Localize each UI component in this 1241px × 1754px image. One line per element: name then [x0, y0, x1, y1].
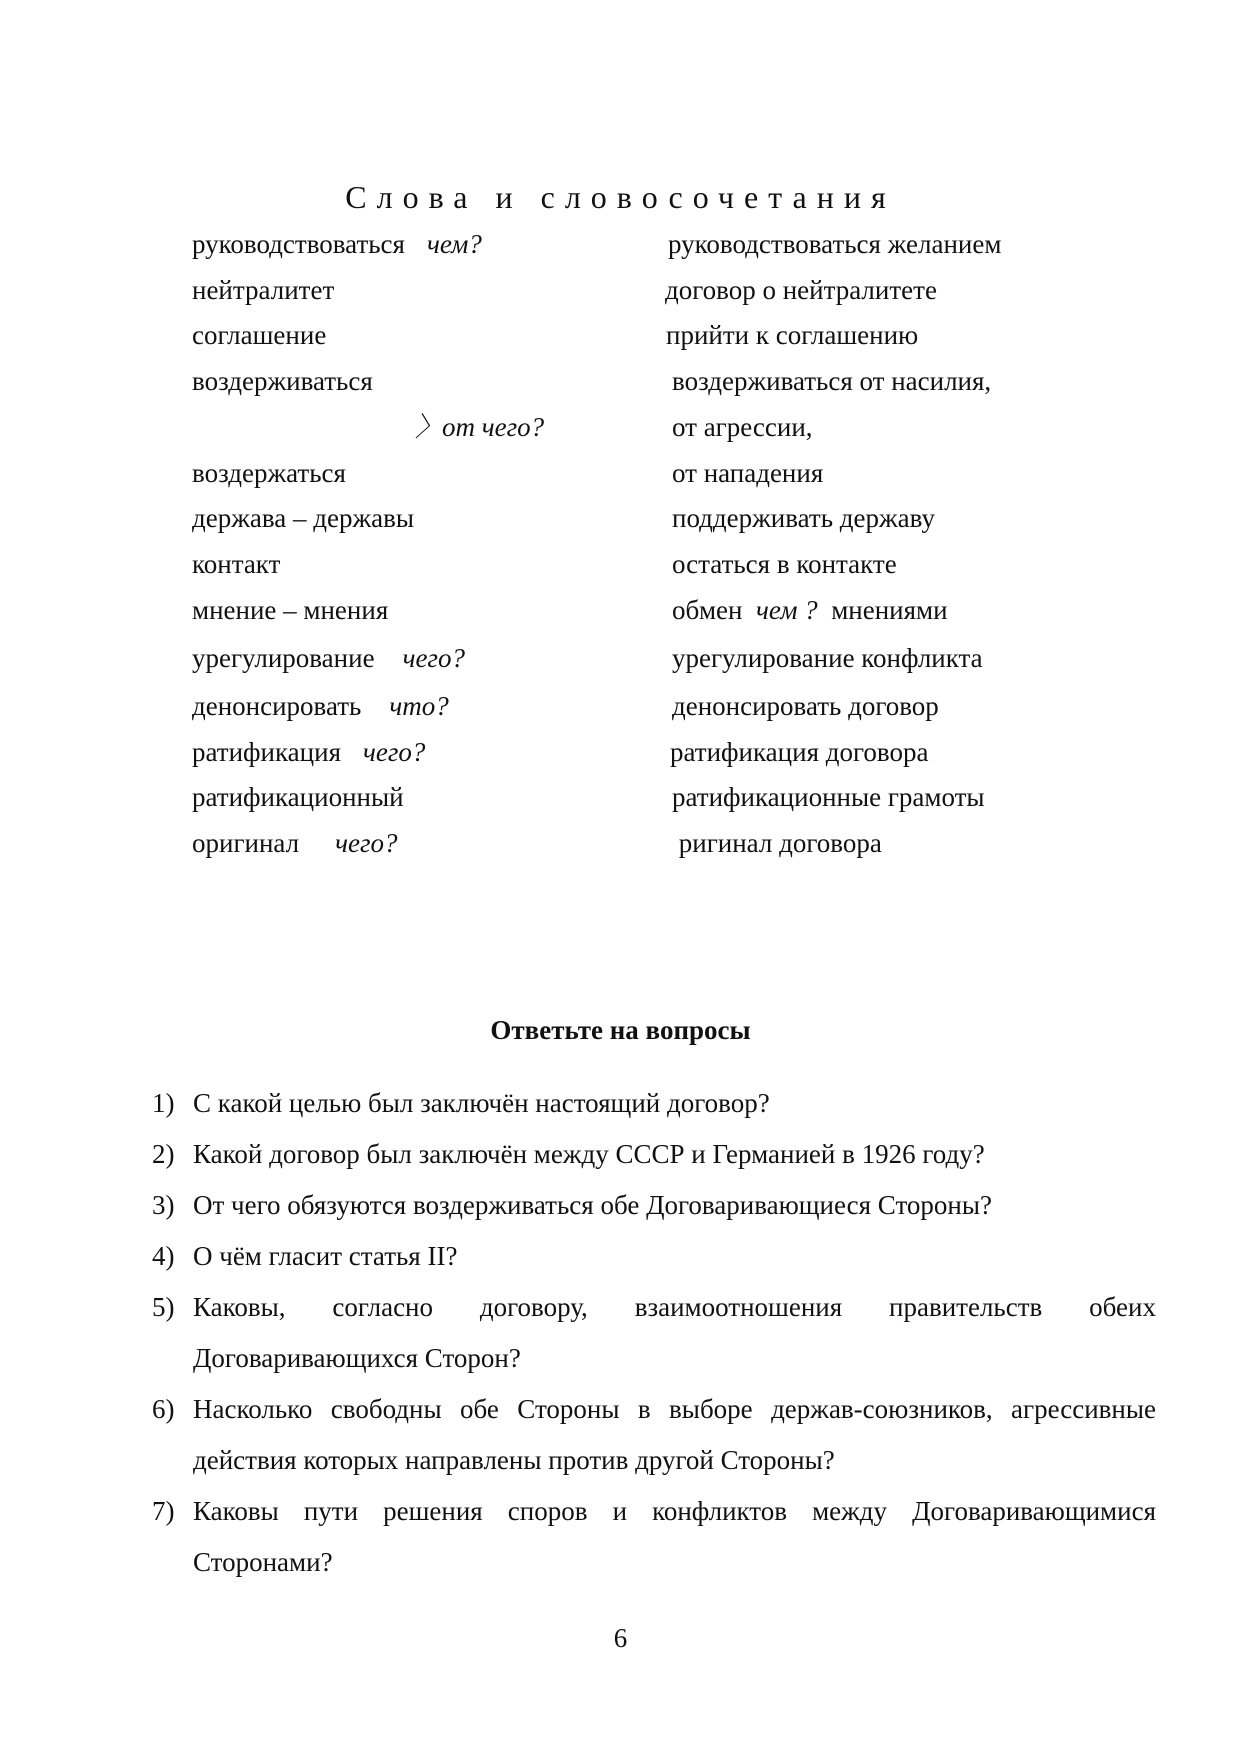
list-item: 7) Каковы пути решения споров и конфликтов между Договаривающимися Сторонами? — [152, 1496, 1156, 1577]
vocab-row — [0, 227, 1241, 267]
vocab-example: воздерживаться от насилия, — [672, 366, 992, 396]
vocab-example: обмен чем ? мнениями — [672, 595, 948, 625]
vocab-row — [0, 826, 1241, 866]
vocab-row — [0, 689, 1241, 729]
vocab-term: нейтралитет — [192, 275, 335, 305]
vocab-row — [0, 273, 1241, 313]
vocab-example: ратификационные грамоты — [672, 782, 985, 812]
vocab-example: ригинал договора — [672, 828, 882, 858]
vocab-example: денонсировать договор — [672, 691, 939, 721]
vocab-row — [0, 410, 1241, 450]
section-title: Слова и словосочетания — [345, 179, 896, 215]
vocab-row — [0, 593, 1241, 633]
page-number: 6 — [613, 1623, 628, 1653]
vocab-row — [0, 501, 1241, 541]
vocab-term: ратификация чего? — [192, 737, 426, 767]
vocab-row — [0, 735, 1241, 775]
vocab-row — [0, 547, 1241, 587]
list-item: 6) Насколько свободны обе Стороны в выборе держав-союзников, агрессивные действия которых направлены против другой Стороны? — [152, 1394, 1156, 1475]
vocab-row — [0, 364, 1241, 404]
list-item: 3) От чего обязуются воздерживаться обе Договаривающиеся Стороны? — [152, 1190, 992, 1220]
vocab-term: мнение – мнения — [192, 595, 389, 625]
vocab-term: оригинал чего? — [192, 828, 398, 858]
vocab-example: поддерживать державу — [672, 503, 935, 533]
vocab-example: остаться в контакте — [672, 549, 897, 579]
questions-heading: Ответьте на вопросы — [490, 1015, 751, 1045]
list-item: 5) Каковы, согласно договору, взаимоотношения правительств обеих Договаривающихся Сторон? — [152, 1292, 1156, 1373]
vocab-term: держава – державы — [192, 503, 414, 533]
vocab-example: договор о нейтралитете — [665, 275, 937, 305]
vocab-term: ратификационный — [192, 782, 404, 812]
vocab-term: воздерживаться — [192, 366, 373, 396]
vocab-question: 〉от чего? — [415, 412, 545, 442]
list-item: 2) Какой договор был заключён между СССР и Германией в 1926 году? — [152, 1139, 985, 1169]
vocab-term: соглашение — [192, 320, 327, 350]
vocab-example: от нападения — [672, 458, 824, 488]
vocab-term: руководствоваться чем? — [192, 229, 482, 259]
vocab-example: руководствоваться желанием — [668, 229, 1002, 259]
vocab-row — [0, 780, 1241, 820]
vocab-example: от агрессии, — [672, 412, 813, 442]
vocab-term: воздержаться — [192, 458, 346, 488]
vocab-row — [0, 318, 1241, 358]
vocab-row — [0, 641, 1241, 681]
vocab-term: денонсировать что? — [192, 691, 449, 721]
vocab-row — [0, 456, 1241, 496]
vocab-example: прийти к соглашению — [666, 320, 919, 350]
questions-list — [152, 1078, 1156, 1588]
vocab-example: урегулирование конфликта — [672, 643, 983, 673]
vocab-term: урегулирование чего? — [192, 643, 465, 673]
vocab-term: контакт — [192, 549, 281, 579]
vocab-example: ратификация договора — [670, 737, 929, 767]
list-item: 4) О чём гласит статья II? — [152, 1241, 458, 1271]
list-item: 1) С какой целью был заключён настоящий договор? — [152, 1088, 770, 1118]
